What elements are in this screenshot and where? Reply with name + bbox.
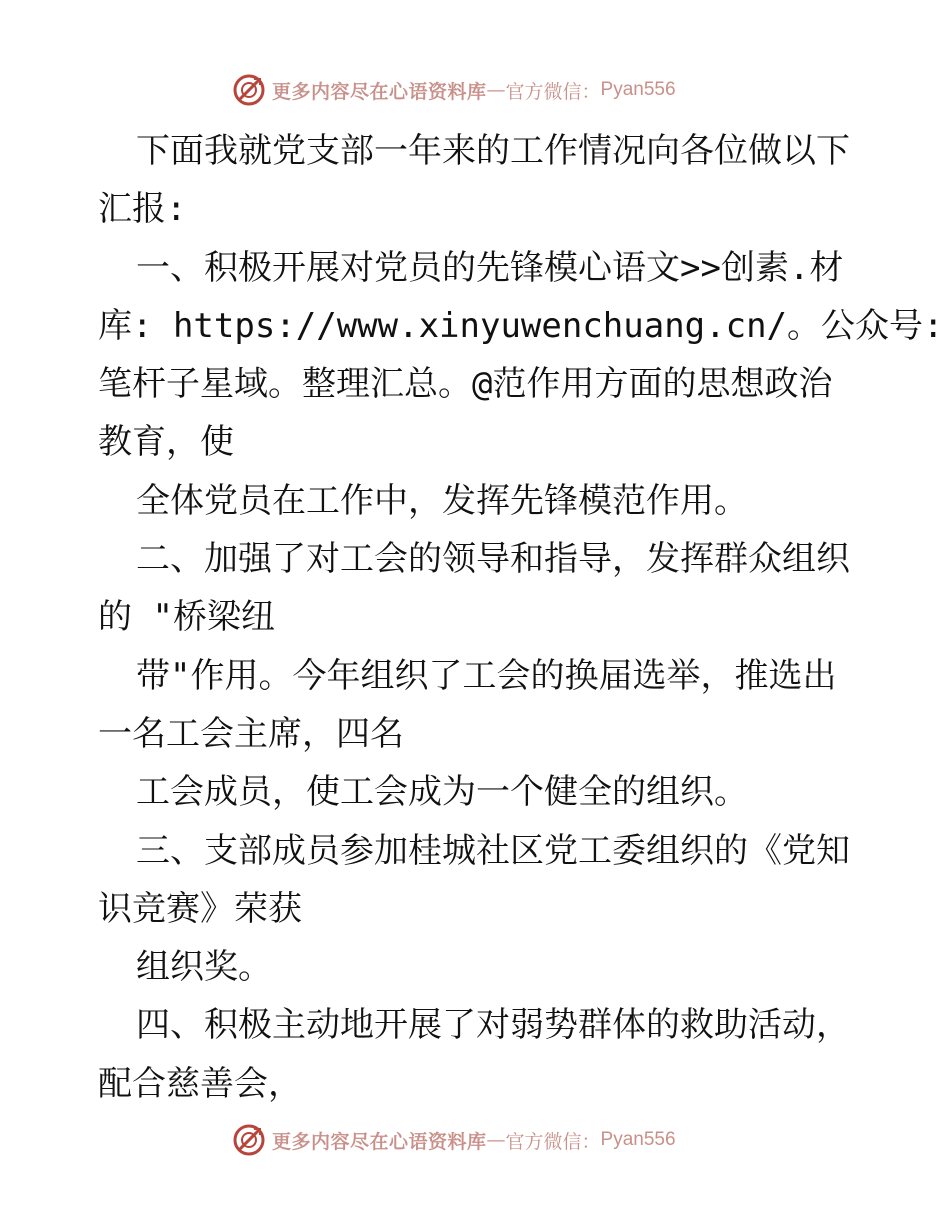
banner-wechat-label: 官方微信：	[505, 1130, 601, 1153]
body-line: 识竞赛》荣获	[98, 888, 302, 929]
body-line: 工会成员，使工会成为一个健全的组织。	[136, 772, 748, 813]
body-line: 二、加强了对工会的领导和指导，发挥群众组织	[136, 539, 850, 580]
body-line: 下面我就党支部一年来的工作情况向各位做以下	[136, 131, 850, 171]
document-body	[98, 122, 944, 1113]
body-line: 四、积极主动地开展了对弱势群体的救助活动，	[136, 1005, 850, 1046]
banner-slogan: 更多内容尽在心语资料库	[272, 80, 487, 103]
body-line: 教育，使	[98, 422, 234, 463]
footer-banner	[232, 1120, 752, 1160]
body-line: 带"作用。今年组织了工会的换届选举，推选出	[136, 655, 837, 696]
brand-logo-icon	[232, 1123, 266, 1157]
body-line: 的 "桥梁纽	[98, 597, 275, 638]
body-line: 三、支部成员参加桂城社区党工委组织的《党知	[136, 830, 850, 871]
banner-wechat-id: Pyan556	[600, 79, 676, 100]
body-line: 全体党员在工作中，发挥先锋模范作用。	[136, 480, 748, 521]
body-line: 汇报:	[98, 189, 187, 230]
header-banner	[232, 70, 752, 110]
banner-separator: —	[486, 79, 506, 101]
banner-slogan: 更多内容尽在心语资料库	[272, 1130, 487, 1153]
body-line: 配合慈善会，	[98, 1063, 302, 1104]
body-line: 笔杆子星域。整理汇总。@范作用方面的思想政治	[98, 364, 833, 405]
banner-wechat-id: Pyan556	[600, 1129, 676, 1150]
body-line: 库: https://www.xinyuwenchuang.cn/。公众号:	[98, 305, 944, 346]
banner-separator: —	[486, 1129, 506, 1151]
banner-wechat-label: 官方微信：	[505, 80, 601, 103]
brand-logo-icon	[232, 73, 266, 107]
body-line: 一、积极开展对党员的先锋模心语文>>创素.材	[136, 247, 844, 288]
body-line: 一名工会主席，四名	[98, 713, 404, 754]
body-line: 组织奖。	[136, 947, 272, 988]
